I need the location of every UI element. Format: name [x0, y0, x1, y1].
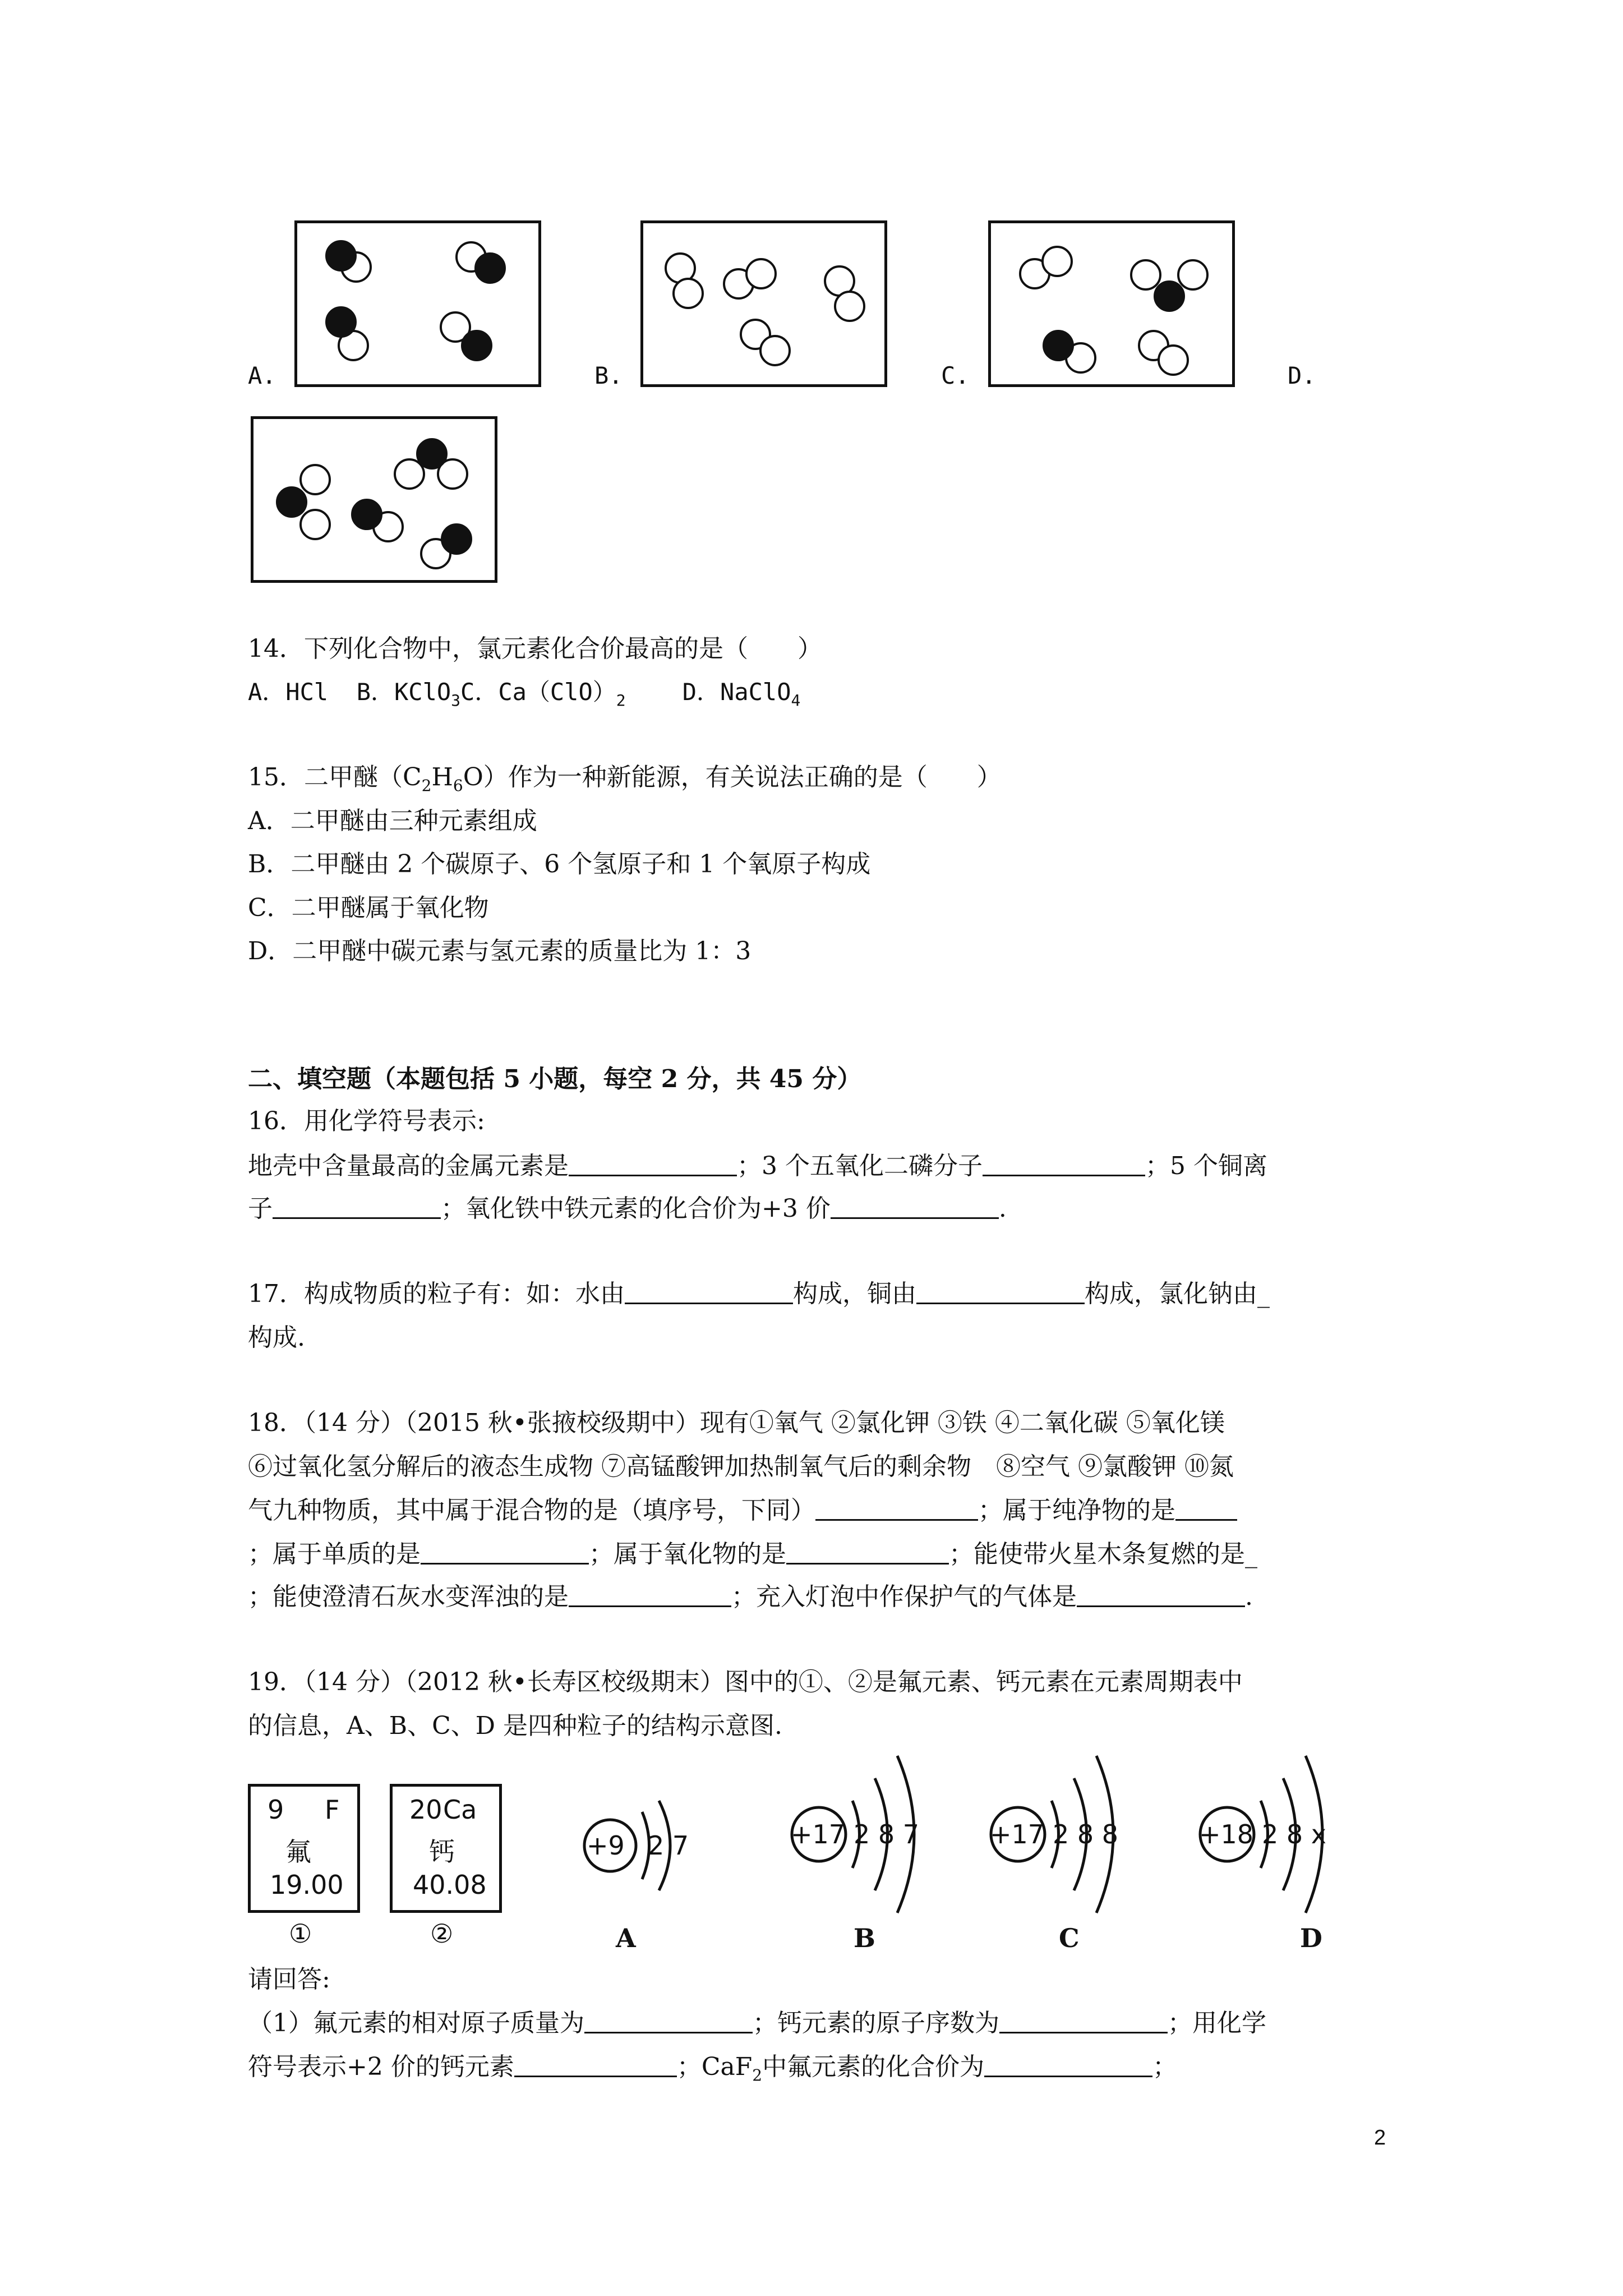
particle-c-label: C — [1059, 1923, 1080, 1953]
particle-c-shells: 2 8 8 — [1053, 1819, 1119, 1849]
q14-option-b: B．KClO$_3$ — [356, 678, 461, 710]
page-number: 2 — [1374, 2126, 1386, 2150]
answer-blank[interactable] — [514, 2053, 677, 2077]
particle-b-shells: 2 8 7 — [854, 1819, 920, 1849]
element-name: 钙 — [429, 1837, 455, 1867]
q14-options — [248, 676, 800, 717]
q18-line-1: 18．（14 分）（2015 秋•张掖校级期中）现有①氧气 ②氯化钾 ③铁 ④二氧化碳 ⑤氧化镁 — [248, 1409, 1225, 1437]
element-cell-calcium — [390, 1784, 502, 1913]
particle-b-nucleus: +17 — [791, 1819, 846, 1849]
element-symbol: Ca — [443, 1795, 477, 1825]
element-cell-fluorine — [248, 1784, 360, 1913]
element-mass: 19.00 — [270, 1870, 344, 1900]
q18-line-4: ；属于单质的是 ；属于氧化物的是 ；能使带火星木条复燃的是_ — [248, 1540, 1257, 1568]
answer-blank[interactable] — [916, 1280, 1085, 1304]
q16-line-1: 地壳中含量最高的金属元素是 ；3 个五氧化二磷分子 ；5 个铜离 — [248, 1152, 1267, 1180]
q14-option-c: C．$Ca(ClO)_2$ — [460, 678, 626, 710]
particle-b-label: B — [854, 1923, 875, 1953]
particle-a-label: A — [616, 1923, 636, 1953]
answer-blank[interactable] — [815, 1497, 978, 1521]
molecule-diagram-d — [253, 419, 495, 580]
option-c-label: C. — [941, 362, 970, 389]
option-a-label: A. — [248, 362, 276, 389]
answer-blank[interactable] — [1175, 1497, 1237, 1521]
answer-blank[interactable] — [584, 2009, 753, 2033]
element-tag-2: ② — [430, 1918, 454, 1949]
q18-line-5: ；能使澄清石灰水变浑浊的是 ；充入灯泡中作保护气的气体是 . — [248, 1582, 1253, 1611]
q15-option-b: B．二甲醚由 2 个碳原子、6 个氢原子和 1 个氧原子构成 — [248, 850, 871, 878]
q19-part1-line-1: （1）氟元素的相对原子质量为 ；钙元素的原子序数为 ；用化学 — [248, 2009, 1266, 2037]
answer-blank[interactable] — [1077, 1583, 1245, 1607]
q17-line-1: 17．构成物质的粒子有：如：水由 构成，铜由 构成，氯化钠由_ — [248, 1280, 1270, 1308]
answer-blank[interactable] — [273, 1195, 441, 1219]
q14-option-d: D．NaClO$_4$ — [682, 678, 801, 710]
particle-d-nucleus: +18 — [1199, 1819, 1254, 1849]
option-d-molecule-box — [251, 416, 497, 583]
q16-line-2: 子 ；氧化铁中铁元素的化合价为+3 价 . — [248, 1194, 1007, 1223]
q15-stem: 15．二甲醚$(C_2H_6O)$作为一种新能源，有关说法正确的是（ ） — [248, 763, 1002, 795]
element-number: 20 — [409, 1795, 442, 1825]
particle-c-nucleus: +17 — [990, 1819, 1045, 1849]
particle-d-shells: 2 8 x — [1262, 1819, 1326, 1849]
answer-blank[interactable] — [421, 1540, 589, 1565]
option-b-molecule-box — [640, 220, 887, 387]
molecule-diagram-c — [991, 223, 1232, 384]
q15-option-c: C．二甲醚属于氧化物 — [248, 894, 489, 922]
element-tag-1: ① — [289, 1918, 312, 1949]
q18-line-3: 气九种物质，其中属于混合物的是（填序号，下同） ；属于纯净物的是 — [248, 1494, 1237, 1527]
option-b-label: B. — [594, 362, 623, 389]
q15-option-d: D．二甲醚中碳元素与氢元素的质量比为 1：3 — [248, 937, 751, 965]
q14-stem: 14．下列化合物中，氯元素化合价最高的是（ ） — [248, 634, 822, 663]
option-c-molecule-box — [988, 220, 1235, 387]
molecule-diagram-b — [643, 223, 884, 384]
q19-line-1: 19．（14 分）（2012 秋•长寿区校级期末）图中的①、②是氟元素、钙元素在元素周期表中 — [248, 1668, 1243, 1696]
molecule-diagram-a — [297, 223, 538, 384]
answer-blank[interactable] — [625, 1280, 793, 1304]
q16-stem: 16．用化学符号表示: — [248, 1107, 485, 1135]
answer-blank[interactable] — [984, 2053, 1152, 2077]
element-mass: 40.08 — [413, 1870, 487, 1900]
element-number: 9 — [268, 1795, 284, 1825]
q19-part1-line-2: 符号表示+2 价的钙元素 ；CaF$_2$中氟元素的化合价为 ； — [248, 2053, 1178, 2085]
section-2-heading: 二、填空题（本题包括 5 小题，每空 2 分，共 45 分） — [248, 1065, 862, 1093]
particle-d-label: D — [1300, 1923, 1322, 1953]
q18-line-2: ⑥过氧化氢分解后的液态生成物 ⑦高锰酸钾加热制氧气后的剩余物 ⑧空气 ⑨氯酸钾 ⑩氮 — [248, 1452, 1234, 1481]
answer-blank[interactable] — [786, 1540, 949, 1565]
q17-line-2: 构成. — [248, 1323, 305, 1352]
particle-a-nucleus: +9 — [587, 1830, 625, 1861]
q19-line-2: 的信息，A、B、C、D 是四种粒子的结构示意图. — [248, 1711, 783, 1740]
option-a-molecule-box — [294, 220, 541, 387]
q14-option-a: A．HCl — [248, 678, 329, 706]
answer-blank[interactable] — [999, 2009, 1168, 2033]
element-symbol: F — [325, 1795, 340, 1825]
answer-blank[interactable] — [569, 1152, 737, 1176]
answer-blank[interactable] — [569, 1583, 731, 1607]
option-d-label: D. — [1288, 362, 1316, 389]
q19-prompt: 请回答: — [248, 1965, 330, 1994]
particle-a-shells: 2 7 — [648, 1830, 689, 1861]
answer-blank[interactable] — [983, 1152, 1145, 1176]
element-name: 氟 — [285, 1837, 311, 1867]
answer-blank[interactable] — [831, 1195, 999, 1219]
q15-option-a: A．二甲醚由三种元素组成 — [248, 807, 537, 835]
